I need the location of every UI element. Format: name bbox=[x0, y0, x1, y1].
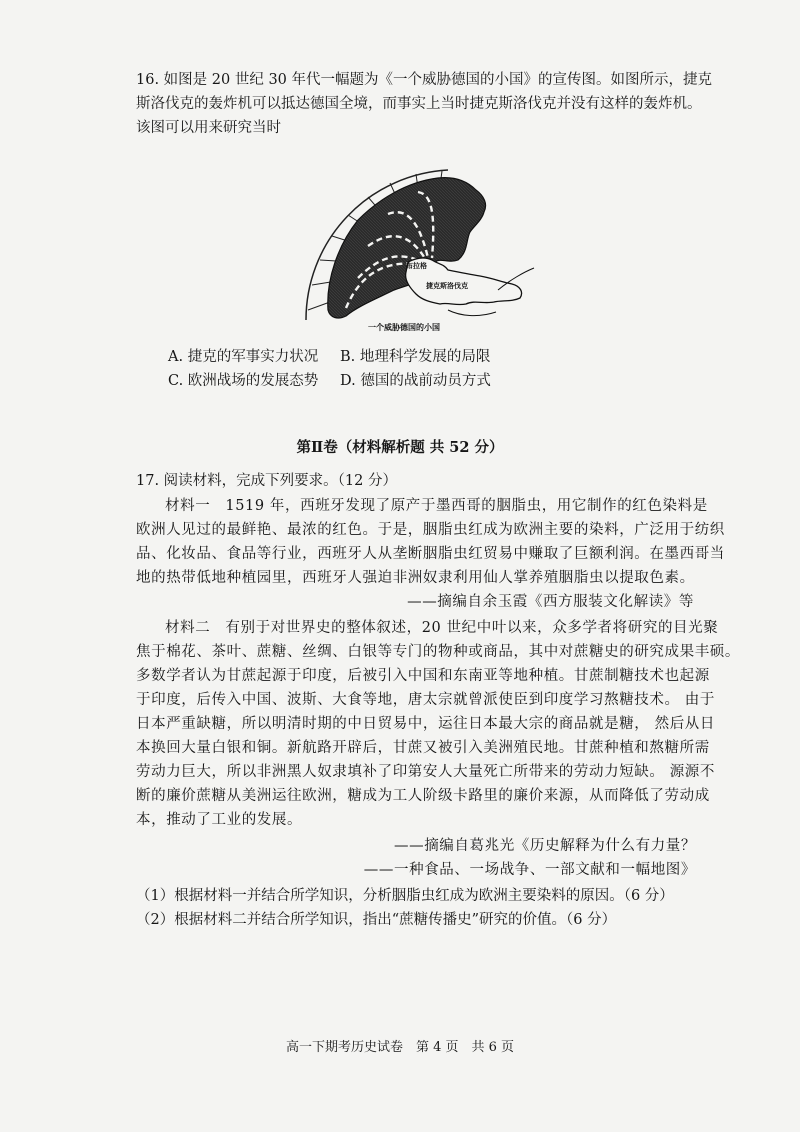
q17-m1-line3: 品、化妆品、食品等行业，西班牙人从垄断胭脂虫红贸易中赚取了巨额利润。在墨西哥当 bbox=[136, 546, 725, 562]
page-footer: 高一下期考历史试卷 第 4 页 共 6 页 bbox=[285, 1040, 515, 1055]
q16-option-c: C. 欧洲战场的发展态势 bbox=[168, 373, 319, 389]
q16-stem-line1: 16. 如图是 20 世纪 30 年代一幅题为《一个威胁德国的小国》的宣传图。如图所示，捷克 bbox=[136, 72, 713, 88]
q17-stem: 17. 阅读材料，完成下列要求。（12 分） bbox=[136, 473, 397, 489]
q17-m2-line8: 断的廉价蔗糖从美洲运往欧洲，糖成为工人阶级卡路里的廉价来源，从而降低了劳动成 bbox=[136, 788, 710, 804]
q16-option-d: D. 德国的战前动员方式 bbox=[340, 373, 491, 389]
section2-title: 第Ⅱ卷（材料解析题 共 52 分） bbox=[296, 439, 504, 456]
q17-sub-question-1: （1）根据材料一并结合所学知识，分析胭脂虫红成为欧洲主要染料的原因。（6 分） bbox=[136, 888, 674, 904]
q16-stem-line2: 斯洛伐克的轰炸机可以抵达德国全境，而事实上当时捷克斯洛伐克并没有这样的轰炸机。 bbox=[136, 96, 702, 112]
q16-stem-line3: 该图可以用来研究当时 bbox=[136, 120, 281, 136]
q17-m2-line6: 本换回大量白银和铜。新航路开辟后，甘蔗又被引入美洲殖民地。甘蔗种植和熬糖所需 bbox=[136, 740, 710, 756]
map-caption: 一个威胁德国的小国 bbox=[368, 323, 440, 332]
q17-m1-source: ——摘编自余玉霞《西方服装文化解读》等 bbox=[407, 594, 694, 610]
map-label-czechoslovakia: 捷克斯洛伐克 bbox=[426, 282, 468, 290]
q17-m2-line5: 日本严重缺糖，所以明清时期的中日贸易中，运往日本最大宗的商品就是糖， 然后从日 bbox=[136, 716, 716, 732]
q17-m2-line1: 材料二 有别于对世界史的整体叙述，20 世纪中叶以来，众多学者将研究的目光聚 bbox=[165, 620, 719, 636]
map-label-prague: 布拉格 bbox=[406, 262, 427, 270]
q17-m2-line9: 本，推动了工业的发展。 bbox=[136, 812, 303, 828]
q17-m2-source-line1: ——摘编自葛兆光《历史解释为什么有力量？ bbox=[394, 838, 696, 854]
q17-m2-line3: 多数学者认为甘蔗起源于印度，后被引入中国和东南亚等地种植。甘蔗制糖技术也起源 bbox=[136, 668, 710, 684]
propaganda-map-image bbox=[298, 160, 538, 335]
q17-sub-question-2: （2）根据材料二并结合所学知识，指出“蔗糖传播史”研究的价值。（6 分） bbox=[136, 912, 617, 928]
q17-m2-line2: 焦于棉花、茶叶、蔗糖、丝绸、白银等专门的物种或商品，其中对蔗糖史的研究成果丰硕。 bbox=[136, 644, 740, 660]
q17-m1-line1: 材料一 1519 年，西班牙发现了原产于墨西哥的胭脂虫，用它制作的红色染料是 bbox=[165, 498, 708, 514]
q17-m2-line7: 劳动力巨大，所以非洲黑人奴隶填补了印第安人大量死亡所带来的劳动力短缺。 源源不 bbox=[136, 764, 716, 780]
q16-option-a: A. 捷克的军事实力状况 bbox=[168, 349, 319, 365]
q17-m2-line4: 于印度，后传入中国、波斯、大食等地，唐太宗就曾派使臣到印度学习熬糖技术。 由于 bbox=[136, 692, 716, 708]
propaganda-map-figure bbox=[298, 160, 538, 335]
q17-m1-line4: 地的热带低地种植园里，西班牙人强迫非洲奴隶利用仙人掌养殖胭脂虫以提取色素。 bbox=[136, 570, 695, 586]
q16-option-b: B. 地理科学发展的局限 bbox=[340, 349, 491, 365]
q17-m2-source-line2: ——一种食品、一场战争、一部文献和一幅地图》 bbox=[363, 862, 696, 878]
q17-m1-line2: 欧洲人见过的最鲜艳、最浓的红色。于是，胭脂虫红成为欧洲主要的染料，广泛用于纺织 bbox=[136, 522, 725, 538]
